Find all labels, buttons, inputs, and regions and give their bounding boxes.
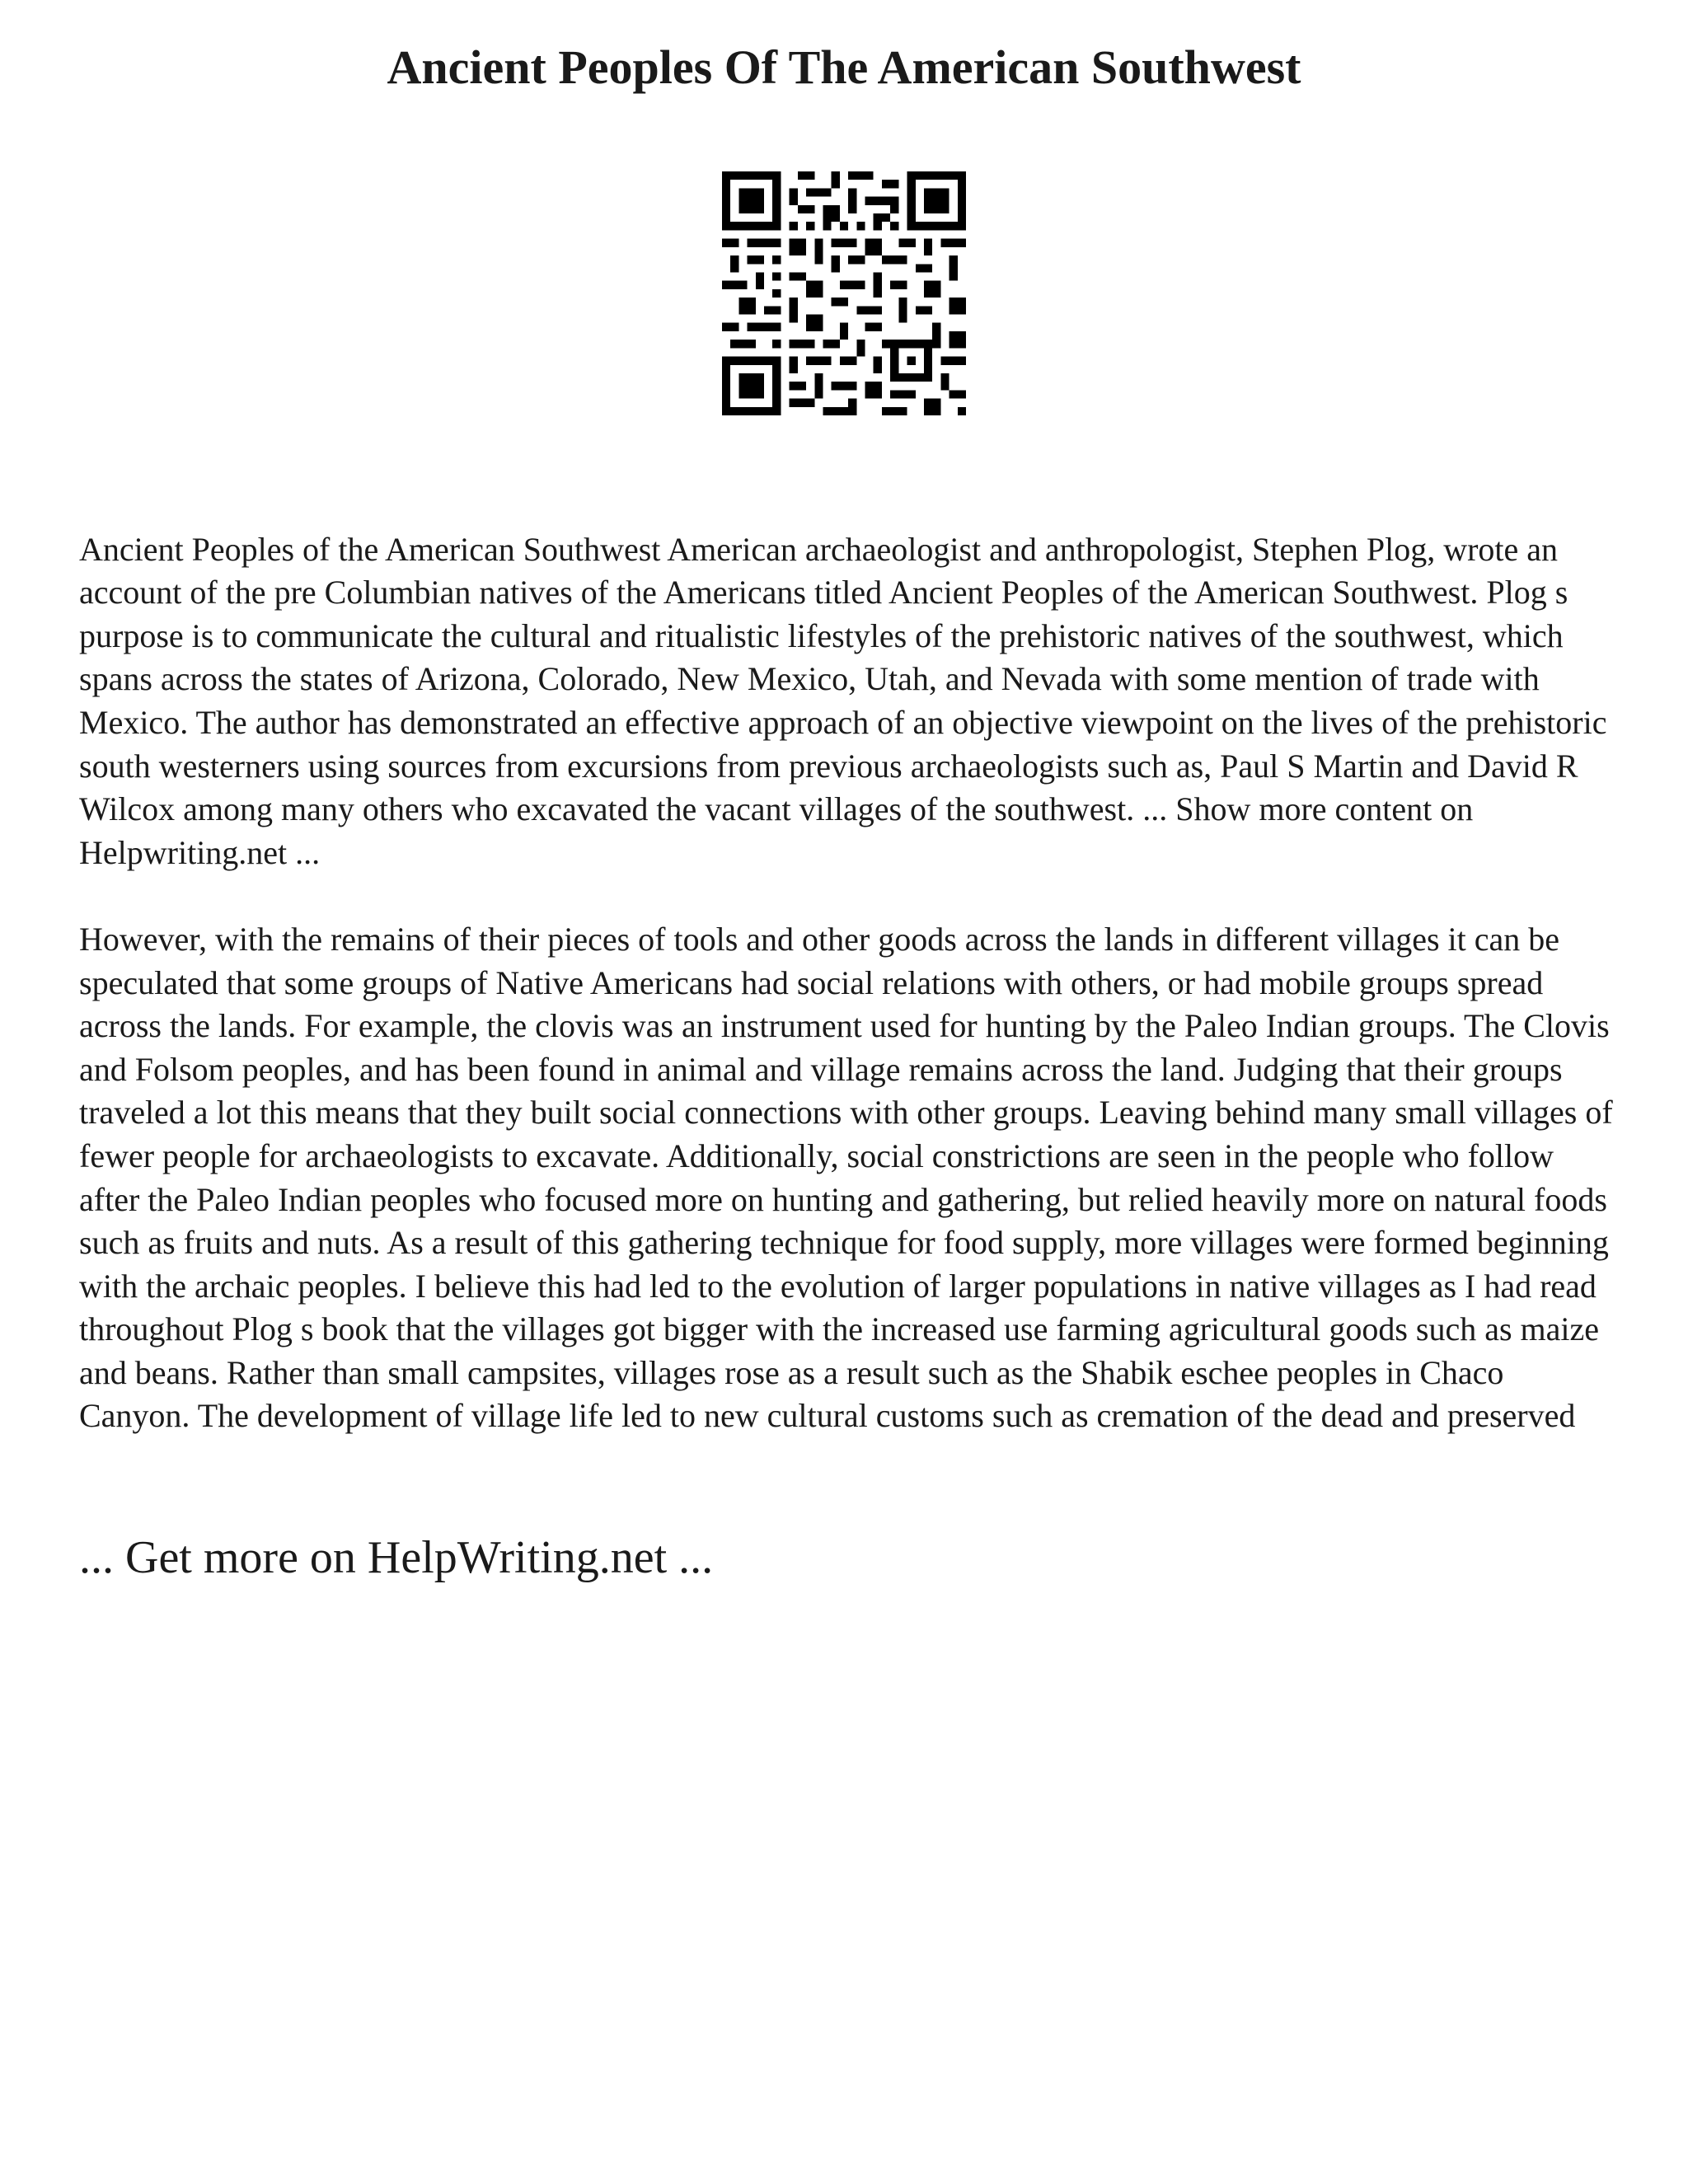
paragraph: However, with the remains of their pieces of tools and other goods across the lands in different villages it can be speculated that some groups of Native Americans had social relations with others, or had mobile groups spread across the lands. For example, the clovis was an instrument used for hunting by the Paleo Indian groups. The Clovis and Folsom peoples, and has been found in animal and village remains across the land. Judging that their groups traveled a lot this means that they built social connections with other groups. Leaving behind many small villages of fewer people for archaeologists to excavate. Additionally, social constrictions are seen in the people who follow after the Paleo Indian peoples who focused more on hunting and gathering, but relied heavily more on natural foods such as fruits and nuts. As a result of this gathering technique for food supply, more villages were formed beginning with the archaic peoples. I believe this had led to the evolution of larger populations in native villages as I had read throughout Plog s book that the villages got bigger with the increased use farming agricultural goods such as maize and beans. Rather than small campsites, villages rose as a result such as the Shabik eschee peoples in Chaco Canyon. The development of village life led to new cultural customs such as cremation of the dead and preserved	[79, 920, 1613, 1435]
qr-code-icon	[722, 171, 966, 415]
get-more-link[interactable]: ... Get more on HelpWriting.net ...	[79, 1532, 714, 1583]
paragraph: Ancient Peoples of the American Southwest American archaeologist and anthropologist, Stephen Plog, wrote an account of the pre Columbian natives of the Americans titled Ancient Peoples of the American Southwest. Plog s purpose is to communicate the cultural and ritualistic lifestyles of the prehistoric natives of the southwest, which spans across the states of Arizona, Colorado, New Mexico, Utah, and Nevada with some mention of trade with Mexico. The author has demonstrated an effective approach of an objective viewpoint on the lives of the prehistoric south westerners using sources from excursions from previous archaeologists such as, Paul S Martin and David R Wilcox among many others who excavated the vacant villages of the southwest. ... Show more content on Helpwriting.net ...	[79, 530, 1607, 871]
article-body	[79, 485, 1620, 1482]
page-title: Ancient Peoples Of The American Southwest	[387, 40, 1301, 94]
